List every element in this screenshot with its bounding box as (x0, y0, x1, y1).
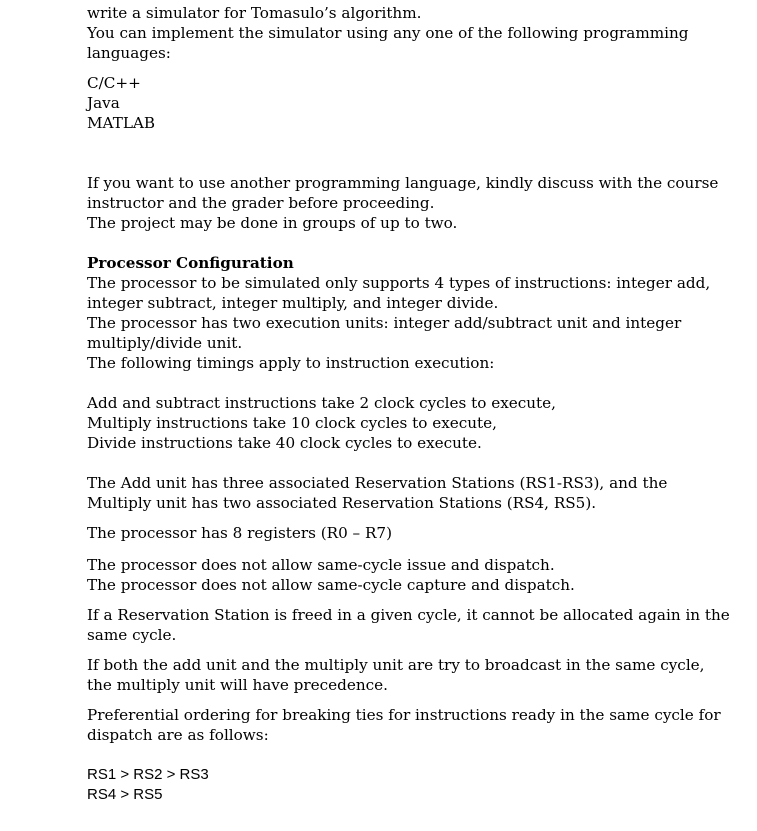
ordering-line-1: Preferential ordering for breaking ties for instructions ready in the same cycle for (87, 706, 721, 724)
timing-list (87, 393, 737, 453)
config-p1-line-2: integer subtract, integer multiply, and integer divide. (87, 294, 499, 312)
timing-item: Divide instructions take 40 clock cycles to execute. (87, 434, 482, 452)
group-size-note: The project may be done in groups of up to two. (87, 214, 458, 232)
config-p3: The following timings apply to instruction execution: (87, 354, 495, 372)
broadcast-line-2: the multiply unit will have precedence. (87, 676, 388, 694)
timing-item: Add and subtract instructions take 2 clock cycles to execute, (87, 394, 556, 412)
reservation-stations-line-2: Multiply unit has two associated Reservation Stations (RS4, RS5). (87, 494, 597, 512)
config-p1-line-1: The processor to be simulated only supports 4 types of instructions: integer add, (87, 274, 711, 292)
intro-line-1: write a simulator for Tomasulo’s algorithm. (87, 4, 422, 22)
ordering-line-2: dispatch are as follows: (87, 726, 269, 744)
language-item: Java (87, 94, 120, 112)
intro-line-3: languages: (87, 44, 171, 62)
timing-item: Multiply instructions take 10 clock cycles to execute, (87, 414, 497, 432)
config-p2-line-2: multiply/divide unit. (87, 334, 243, 352)
priority-item: RS4 > RS5 (87, 786, 163, 803)
freed-rs-line-1: If a Reservation Station is freed in a given cycle, it cannot be allocated again in the (87, 606, 730, 624)
language-item: MATLAB (87, 114, 156, 132)
freed-rs-line-2: same cycle. (87, 626, 177, 644)
broadcast-line-1: If both the add unit and the multiply unit are try to broadcast in the same cycle, (87, 656, 705, 674)
config-p2-line-1: The processor has two execution units: integer add/subtract unit and integer (87, 314, 682, 332)
other-language-line-2: instructor and the grader before proceeding. (87, 194, 435, 212)
section-heading-processor-configuration: Processor Configuration (87, 254, 294, 272)
priority-item: RS1 > RS2 > RS3 (87, 766, 209, 783)
document-body (87, 3, 737, 805)
intro-line-2: You can implement the simulator using any one of the following programming (87, 24, 689, 42)
same-cycle-line-1: The processor does not allow same-cycle issue and dispatch. (87, 556, 555, 574)
priority-list (87, 765, 737, 805)
language-list (87, 73, 737, 133)
same-cycle-line-2: The processor does not allow same-cycle capture and dispatch. (87, 576, 575, 594)
other-language-line-1: If you want to use another programming language, kindly discuss with the course (87, 174, 719, 192)
registers-note: The processor has 8 registers (R0 – R7) (87, 524, 393, 542)
language-item: C/C++ (87, 74, 141, 92)
reservation-stations-line-1: The Add unit has three associated Reservation Stations (RS1-RS3), and the (87, 474, 668, 492)
